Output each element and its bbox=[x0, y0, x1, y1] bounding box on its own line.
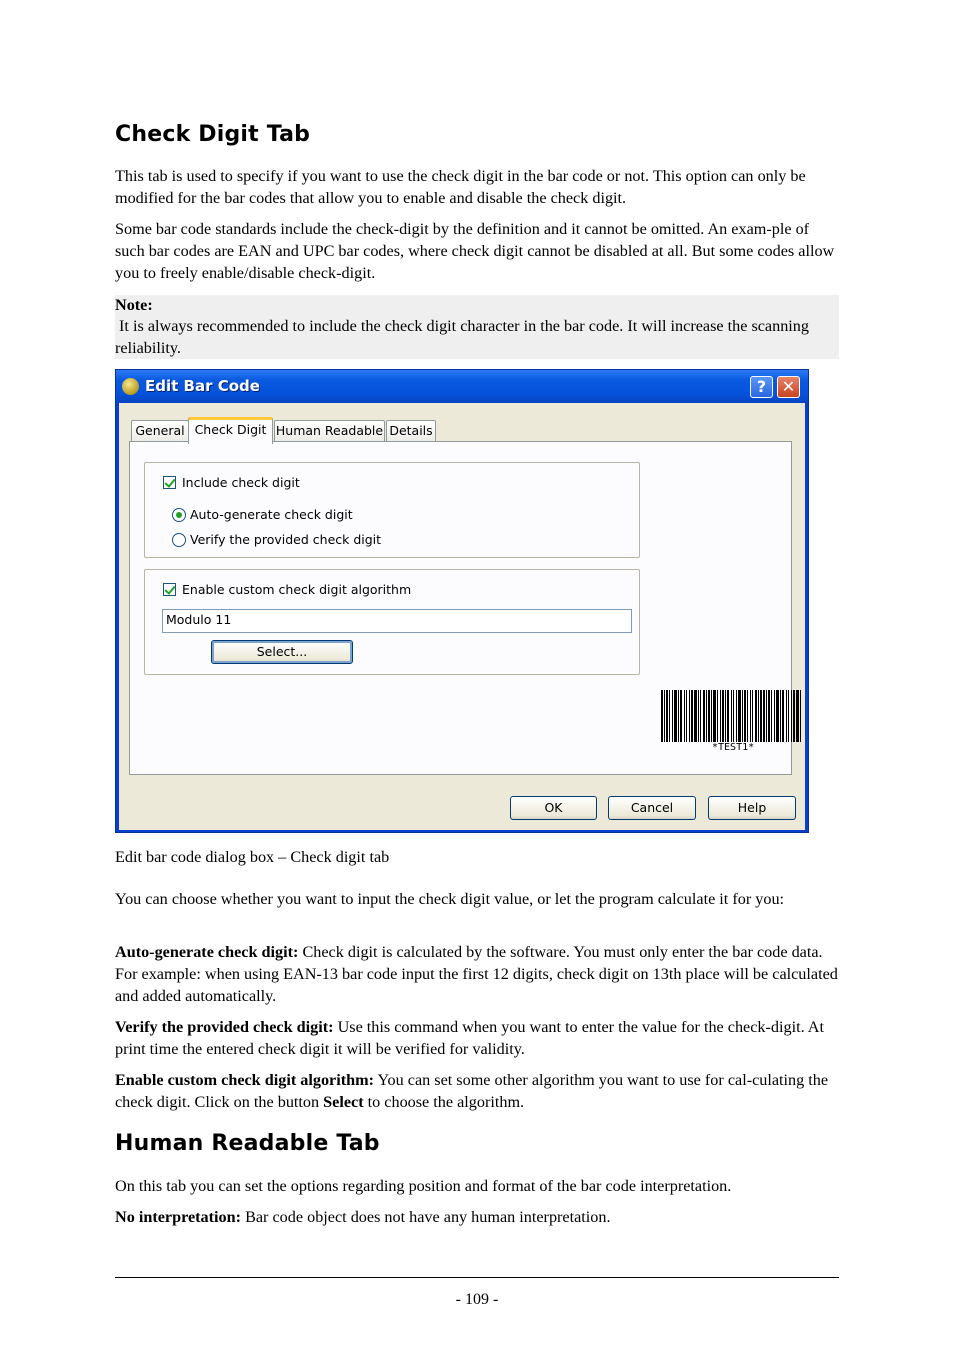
algorithm-field[interactable]: Modulo 11 bbox=[162, 609, 632, 633]
tab-human-readable[interactable]: Human Readable bbox=[274, 420, 385, 442]
note-box bbox=[115, 295, 839, 359]
barcode-bar bbox=[689, 690, 690, 742]
paragraph-no-interpretation: No interpretation: Bar code object does not have any human interpretation. bbox=[115, 1208, 611, 1226]
paragraph-auto-generate: Auto-generate check digit: Check digit is calculated by the software. You must only enter the bar code data. For example: when using EAN-13 bar code input the first 12 digits, check digit on 13th place will be calculated and added automatically. bbox=[115, 943, 838, 1005]
barcode-bar bbox=[768, 690, 770, 742]
barcode-bar bbox=[678, 690, 679, 742]
barcode-bar bbox=[780, 690, 781, 742]
barcode-bar bbox=[669, 690, 670, 742]
barcode-bar bbox=[760, 690, 762, 742]
barcode-bar bbox=[763, 690, 765, 742]
barcode-bar bbox=[766, 690, 767, 742]
barcode-bar bbox=[691, 690, 693, 742]
barcode-bar bbox=[758, 690, 759, 742]
barcode-bar bbox=[686, 690, 687, 742]
paragraph-standards: Some bar code standards include the check-digit by the definition and it cannot be omitted. An exam-ple of such bar codes are EAN and UPC bar codes, where check digit cannot be disabled at all. But some codes allow you to freely enable/disable check-digit. bbox=[115, 220, 835, 282]
tab-check-digit[interactable]: Check Digit bbox=[188, 417, 273, 444]
barcode-bar bbox=[706, 690, 707, 742]
barcode-bar bbox=[800, 690, 801, 742]
paragraph-custom: Enable custom check digit algorithm: You can set some other algorithm you want to use for cal-culating the check digit. Click on the button Select to choose the algorithm. bbox=[115, 1071, 829, 1111]
barcode-bar bbox=[720, 690, 721, 742]
barcode-bar bbox=[722, 690, 724, 742]
include-check-digit-checkbox[interactable] bbox=[163, 476, 176, 489]
barcode-bar bbox=[703, 690, 705, 742]
barcode-bar bbox=[747, 690, 748, 742]
paragraph-choose: You can choose whether you want to input the check digit value, or let the program calculate it for you: bbox=[115, 890, 785, 908]
enable-custom-algorithm-checkbox[interactable] bbox=[163, 583, 176, 596]
barcode-bar bbox=[725, 690, 726, 742]
barcode-bar bbox=[736, 690, 737, 742]
barcode-bar bbox=[744, 690, 746, 742]
verify-label: Verify the provided check digit: bbox=[115, 1018, 334, 1036]
tab-panel-check-digit bbox=[129, 441, 792, 775]
dialog-client-area bbox=[119, 403, 805, 830]
close-icon[interactable]: ✕ bbox=[777, 376, 800, 398]
barcode-bar bbox=[776, 690, 779, 742]
barcode-bar bbox=[750, 690, 751, 742]
auto-label: Auto-generate check digit: bbox=[115, 943, 299, 961]
barcode-bar bbox=[742, 690, 743, 742]
barcode-bar bbox=[786, 690, 787, 742]
cancel-button[interactable]: Cancel bbox=[608, 796, 696, 820]
barcode-bar bbox=[708, 690, 710, 742]
help-icon[interactable]: ? bbox=[750, 376, 773, 398]
auto-generate-label: Auto-generate check digit bbox=[190, 507, 353, 522]
barcode-bar bbox=[752, 690, 753, 742]
app-icon bbox=[122, 378, 139, 395]
select-button[interactable]: Select... bbox=[211, 640, 353, 664]
custom-algorithm-group bbox=[144, 569, 640, 675]
figure-caption: Edit bar code dialog box – Check digit tab bbox=[115, 848, 390, 866]
barcode-bar bbox=[774, 690, 775, 742]
barcode-bar bbox=[698, 690, 699, 742]
note-text: It is always recommended to include the check digit character in the bar code. It will increase the scanning reliability. bbox=[115, 317, 809, 357]
barcode-bar bbox=[713, 690, 716, 742]
verify-provided-radio[interactable] bbox=[172, 533, 186, 547]
barcode-bar bbox=[731, 690, 732, 742]
barcode-bar bbox=[674, 690, 677, 742]
barcode-bar bbox=[664, 690, 665, 742]
paragraph-verify: Verify the provided check digit: Use this command when you want to enter the value for the check-digit. At print time the entered check digit it will be verified for validity. bbox=[115, 1018, 824, 1058]
edit-bar-code-dialog bbox=[115, 369, 809, 833]
barcode-bar bbox=[666, 690, 668, 742]
barcode-preview bbox=[661, 690, 801, 742]
help-button[interactable]: Help bbox=[708, 796, 796, 820]
barcode-bar bbox=[788, 690, 789, 742]
barcode-bar bbox=[661, 690, 663, 742]
page-number: - 109 - bbox=[455, 1291, 499, 1308]
barcode-bar bbox=[782, 690, 784, 742]
barcode-bar bbox=[694, 690, 697, 742]
barcode-bar bbox=[672, 690, 673, 742]
include-check-digit-label: Include check digit bbox=[182, 475, 300, 490]
barcode-bar bbox=[738, 690, 741, 742]
barcode-bar bbox=[791, 690, 792, 742]
dialog-titlebar bbox=[116, 370, 808, 403]
dialog-title: Edit Bar Code bbox=[145, 377, 260, 395]
section-heading-human-readable: Human Readable Tab bbox=[115, 1131, 380, 1156]
enable-custom-algorithm-label: Enable custom check digit algorithm bbox=[182, 582, 412, 597]
barcode-bar bbox=[733, 690, 734, 742]
paragraph-intro: This tab is used to specify if you want to use the check digit in the bar code or not. This option can only be modified for the bar codes that allow you to enable and disable the check digit. bbox=[115, 167, 806, 207]
barcode-bar bbox=[793, 690, 795, 742]
barcode-bar bbox=[700, 690, 701, 742]
custom-label: Enable custom check digit algorithm: bbox=[115, 1071, 374, 1089]
barcode-bar bbox=[755, 690, 757, 742]
tab-details[interactable]: Details bbox=[386, 420, 436, 442]
footer-rule bbox=[115, 1277, 839, 1278]
barcode-bar bbox=[680, 690, 682, 742]
ok-button[interactable]: OK bbox=[510, 796, 597, 820]
barcode-bar bbox=[796, 690, 799, 742]
section-heading-check-digit: Check Digit Tab bbox=[115, 122, 311, 147]
paragraph-human-readable: On this tab you can set the options regarding position and format of the bar code interpretation. bbox=[115, 1177, 732, 1195]
barcode-bar bbox=[771, 690, 772, 742]
tab-general[interactable]: General bbox=[131, 420, 189, 442]
barcode-human-readable: *TEST1* bbox=[712, 742, 755, 753]
barcode-bar bbox=[717, 690, 718, 742]
include-check-digit-group bbox=[144, 462, 640, 558]
barcode-bar bbox=[684, 690, 685, 742]
note-label: Note: bbox=[115, 296, 153, 314]
barcode-bar bbox=[727, 690, 729, 742]
barcode-bar bbox=[711, 690, 712, 742]
no-interp-label: No interpretation: bbox=[115, 1208, 242, 1226]
verify-provided-label: Verify the provided check digit bbox=[190, 532, 382, 547]
auto-generate-radio[interactable] bbox=[172, 508, 186, 522]
